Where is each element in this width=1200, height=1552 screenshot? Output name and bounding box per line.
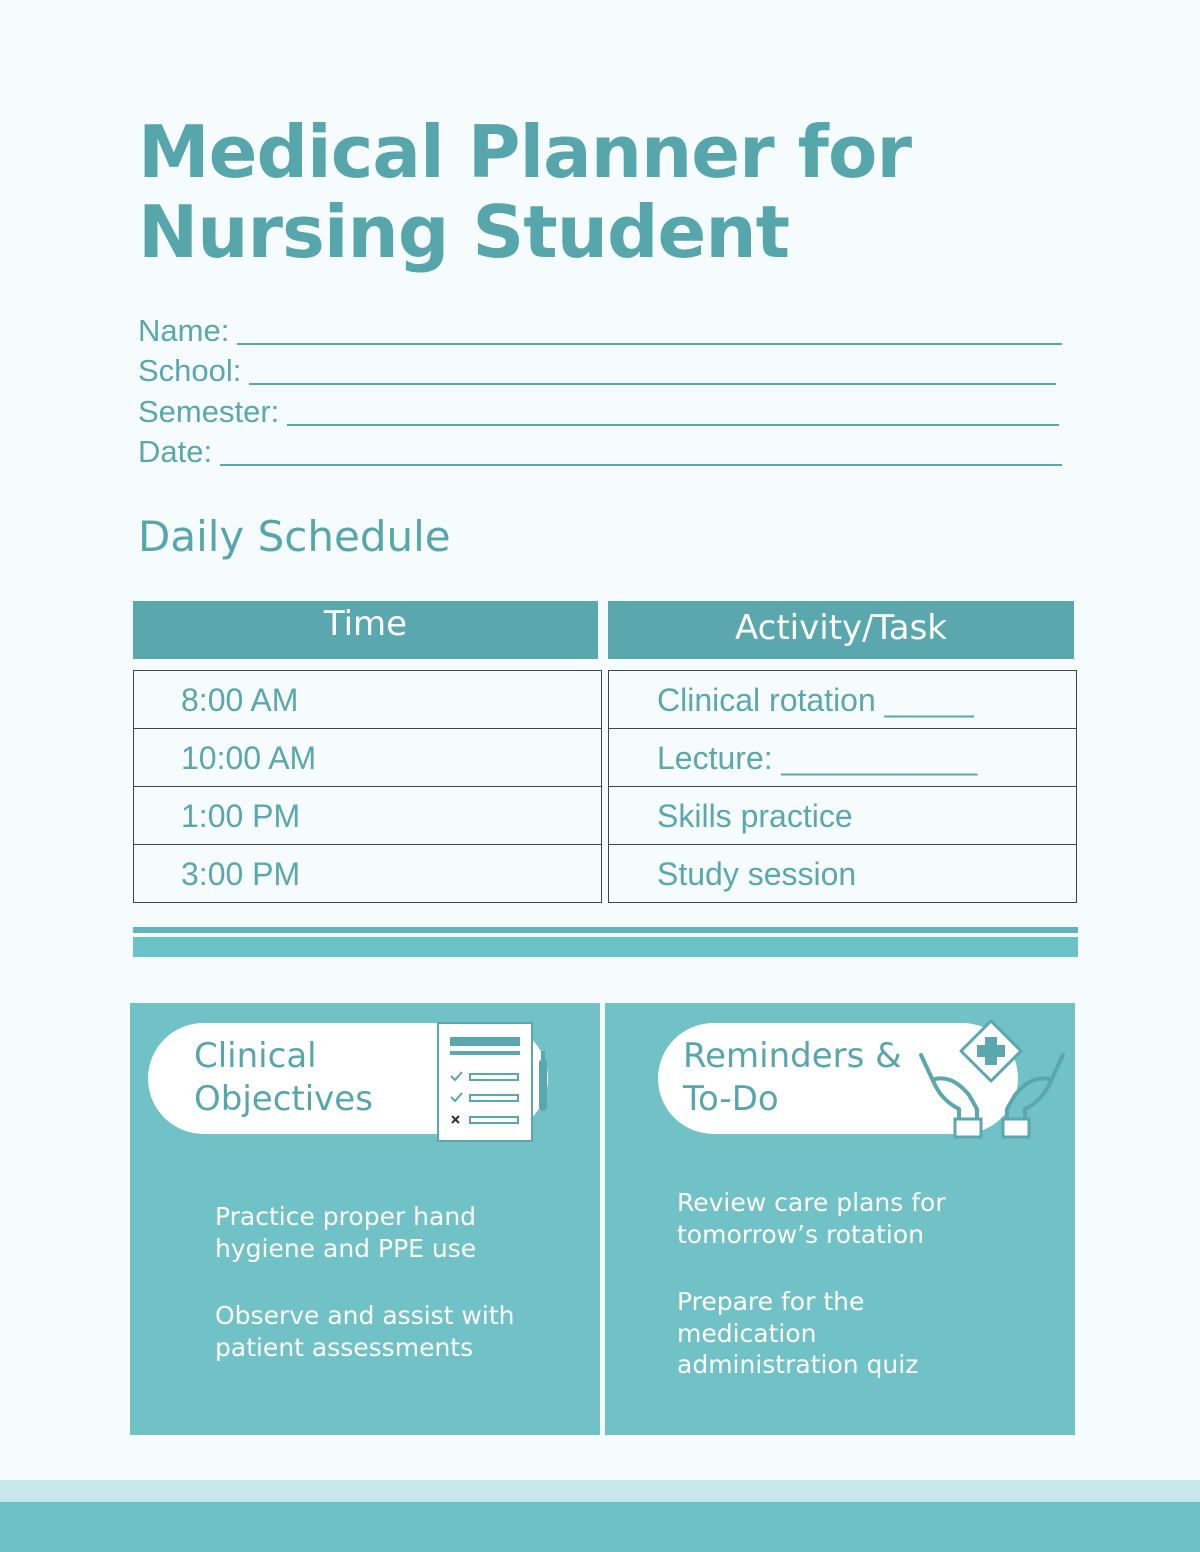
activity-cell: Skills practice (609, 787, 1076, 845)
activity-cell: Lecture: ___________ (609, 729, 1076, 787)
clinical-objectives-panel (130, 1003, 600, 1435)
list-item (677, 1187, 946, 1250)
school-field[interactable] (138, 349, 1062, 390)
semester-blank-line[interactable] (287, 424, 1059, 426)
list-item (677, 1286, 946, 1381)
clinical-objectives-title-line-1: Clinical (194, 1036, 317, 1076)
activity-column-header: Activity/Task (608, 601, 1074, 659)
date-field[interactable] (138, 430, 1062, 471)
name-blank-line[interactable] (237, 343, 1062, 345)
time-cell: 8:00 AM (134, 671, 601, 729)
page-title-line-1: Medical Planner for (138, 110, 911, 194)
date-blank-line[interactable] (220, 464, 1062, 466)
divider-thick (133, 937, 1078, 957)
list-item-line: Practice proper hand (215, 1202, 477, 1231)
page-title-line-2: Nursing Student (138, 190, 789, 274)
name-label: Name: (138, 312, 230, 348)
time-cell: 1:00 PM (134, 787, 601, 845)
list-item-line: Observe and assist with (215, 1301, 515, 1330)
time-column (133, 670, 602, 903)
hands-medical-cross-icon (913, 1013, 1071, 1141)
school-label: School: (138, 353, 242, 388)
list-item-line: Prepare for the (677, 1287, 865, 1316)
time-column-header: Time (133, 601, 598, 659)
list-item-line: Review care plans for (677, 1188, 946, 1217)
list-item-line: administration quiz (677, 1350, 919, 1379)
list-item-line: hygiene and PPE use (215, 1233, 477, 1263)
time-cell: 3:00 PM (134, 845, 601, 903)
reminders-title-line-2: To-Do (683, 1079, 779, 1119)
footer-band-light (0, 1480, 1200, 1502)
objectives-list (215, 1201, 514, 1399)
list-item (215, 1201, 514, 1264)
activity-cell: Study session (609, 845, 1076, 903)
reminders-panel (605, 1003, 1075, 1435)
daily-schedule-heading: Daily Schedule (138, 512, 451, 561)
semester-label: Semester: (138, 393, 280, 429)
clinical-objectives-title-line-2: Objectives (194, 1079, 373, 1119)
date-label: Date: (138, 434, 213, 469)
time-cell: 10:00 AM (134, 729, 601, 787)
list-item-line: medication (677, 1318, 817, 1348)
name-field[interactable] (138, 308, 1062, 349)
page-title (138, 112, 1038, 272)
checklist-clipboard-icon (436, 1021, 556, 1147)
list-item (215, 1300, 514, 1363)
footer-band (0, 1502, 1200, 1552)
divider-thin (133, 927, 1078, 933)
info-fields (138, 308, 1062, 470)
activity-cell: Clinical rotation _____ (609, 671, 1076, 729)
school-blank-line[interactable] (249, 383, 1056, 385)
activity-column (608, 670, 1077, 903)
reminders-list (677, 1187, 946, 1417)
semester-field[interactable] (138, 389, 1062, 430)
list-item-line: patient assessments (215, 1332, 474, 1362)
reminders-title-line-1: Reminders & (683, 1036, 902, 1076)
list-item-line: tomorrow’s rotation (677, 1219, 925, 1249)
